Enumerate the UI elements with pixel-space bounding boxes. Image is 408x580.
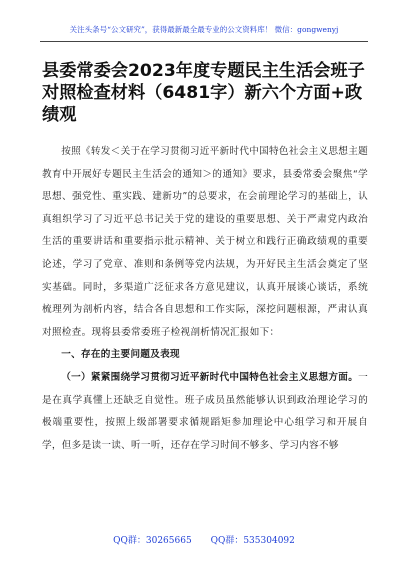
promo-header: 关注头条号“公文研究”，获得最新最全最专业的公文资料库！ 微信：gongwenyj [69,25,339,34]
footer [0,533,408,546]
qq-group-2: QQ群：535304092 [210,536,295,546]
section-heading: 一、存在的主要问题及表现 [61,349,180,361]
document-title: 县委常委会2023年度专题民主生活会班子对照检查材料（6481字）新六个方面+政绩观 [42,61,365,125]
subsection-body: 一是在真学真懂上还缺乏自觉性。班子成员虽然能够认识到政治理论学习的极端重要性，按照上级部署要求循规蹈矩参加理论中心组学习和开展自学，但多是读一读、听一听，还存在学习时间不够多、学习内容不够 [42,371,368,451]
header-divider [40,41,368,42]
qq-group-1: QQ群：30265665 [113,536,192,546]
intro-paragraph: 按照《转发＜关于在学习贯彻习近平新时代中国特色社会主义思想主题教育中开展好专题民主生活会的通知＞的通知》要求，县委常委会聚焦“学思想、强党性、重实践、建新功”的总要求，在会前理论学习的基础上，认真组织学习了习近平总书记关于党的建设的重要思想、关于严肃党内政治生活的重要讲话和重要指示批示精神、关于树立和践行正确政绩观的重要论述，学习了党章、准则和条例等党内法规，为开好民主生活会奠定了坚实基础。同时，多渠道广泛征求各方意见建议，认真开展谈心谈话，系统梳理列为剖析内容，结合各自思想和工作实际，深挖问题根源，严肃认真对照检查。现将县委常委班子检视剖析情况汇报如下： [42,146,368,338]
document-body [42,141,368,457]
subsection-heading: （一）紧紧围绕学习贯彻习近平新时代中国特色社会主义思想方面。 [61,371,359,383]
subsection-paragraph [42,367,368,457]
